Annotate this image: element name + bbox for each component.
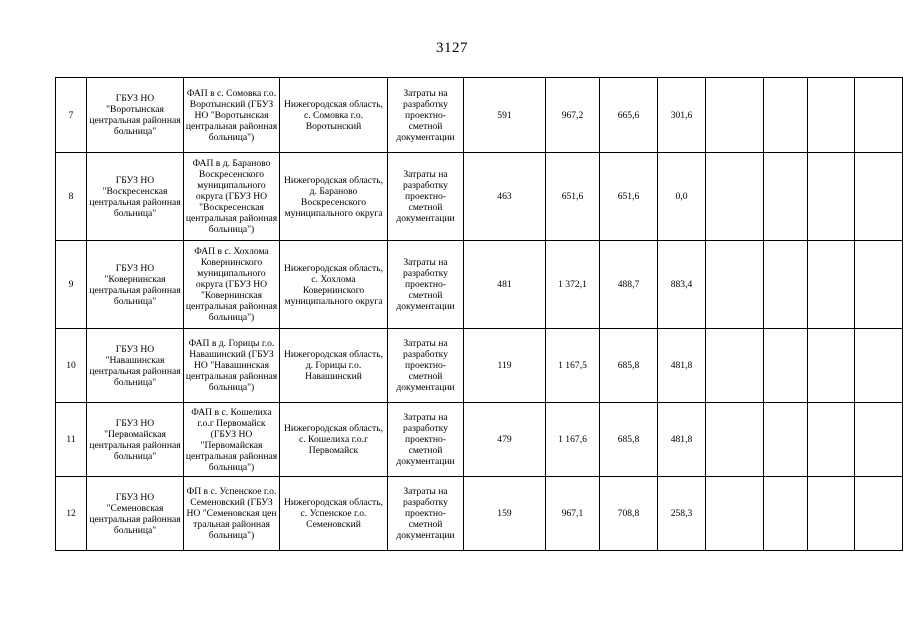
empty-cell: [764, 403, 808, 477]
table-row: [56, 477, 903, 551]
cost-type-cell: Затраты на разработку проектно-сметной документации: [388, 241, 464, 329]
table-row: [56, 78, 903, 153]
value-cell: 967,1: [546, 477, 600, 551]
cost-type-cell: Затраты на разработку проектно-сметной документации: [388, 78, 464, 153]
row-number: 7: [56, 78, 87, 153]
value-cell: 685,8: [600, 403, 658, 477]
value-cell: 488,7: [600, 241, 658, 329]
empty-cell: [808, 78, 855, 153]
empty-cell: [855, 403, 903, 477]
value-cell: 479: [464, 403, 546, 477]
object-cell: ФАП в с. Хохлома Ковернинского муниципального округа (ГБУЗ НО "Ковернинская центральная районная больница"): [184, 241, 280, 329]
empty-cell: [764, 78, 808, 153]
empty-cell: [764, 477, 808, 551]
cost-type-cell: Затраты на разработку проектно-сметной документации: [388, 403, 464, 477]
row-number: 11: [56, 403, 87, 477]
value-cell: 119: [464, 329, 546, 403]
empty-cell: [808, 403, 855, 477]
address-cell: Нижегородская область, с. Сомовка г.о. Воротынский: [280, 78, 388, 153]
value-cell: 159: [464, 477, 546, 551]
value-cell: 883,4: [658, 241, 706, 329]
institution-cell: ГБУЗ НО "Воскресенская центральная районная больница": [87, 153, 184, 241]
empty-cell: [855, 153, 903, 241]
object-cell: ФАП в д. Горицы г.о. Навашинский (ГБУЗ НО "Навашинская центральная районная больница"): [184, 329, 280, 403]
address-cell: Нижегородская область, д. Горицы г.о. Навашинский: [280, 329, 388, 403]
address-cell: Нижегородская область, с. Хохлома Ковернинского муниципального округа: [280, 241, 388, 329]
empty-cell: [764, 153, 808, 241]
empty-cell: [764, 241, 808, 329]
value-cell: 463: [464, 153, 546, 241]
cost-type-cell: Затраты на разработку проектно-сметной документации: [388, 153, 464, 241]
value-cell: 665,6: [600, 78, 658, 153]
empty-cell: [855, 241, 903, 329]
empty-cell: [764, 329, 808, 403]
value-cell: 1 167,5: [546, 329, 600, 403]
address-cell: Нижегородская область, с. Успенское г.о. Семеновский: [280, 477, 388, 551]
empty-cell: [808, 153, 855, 241]
address-cell: Нижегородская область, д. Бараново Воскресенского муниципального округа: [280, 153, 388, 241]
value-cell: 651,6: [600, 153, 658, 241]
object-cell: ФАП в с. Сомовка г.о. Воротынский (ГБУЗ НО "Воротынская центральная районная больница"): [184, 78, 280, 153]
institution-cell: ГБУЗ НО "Навашинская центральная районная больница": [87, 329, 184, 403]
value-cell: 481,8: [658, 329, 706, 403]
empty-cell: [706, 329, 764, 403]
institution-cell: ГБУЗ НО "Воротынская центральная районная больница": [87, 78, 184, 153]
value-cell: 301,6: [658, 78, 706, 153]
value-cell: 258,3: [658, 477, 706, 551]
table-row: [56, 329, 903, 403]
cost-type-cell: Затраты на разработку проектно-сметной документации: [388, 477, 464, 551]
value-cell: 1 372,1: [546, 241, 600, 329]
object-cell: ФАП в с. Кошелиха г.о.г Первомайск (ГБУЗ НО "Первомайская центральная районная больница"): [184, 403, 280, 477]
row-number: 10: [56, 329, 87, 403]
object-cell: ФП в с. Успенское г.о. Семеновский (ГБУЗ НО "Семеновская цен тральная районная больница"): [184, 477, 280, 551]
value-cell: 481: [464, 241, 546, 329]
empty-cell: [808, 477, 855, 551]
row-number: 8: [56, 153, 87, 241]
table-row: [56, 403, 903, 477]
table-row: [56, 153, 903, 241]
object-cell: ФАП в д. Бараново Воскресенского муниципального округа (ГБУЗ НО "Воскресенская центральная районная больница"): [184, 153, 280, 241]
table-row: [56, 241, 903, 329]
row-number: 12: [56, 477, 87, 551]
empty-cell: [706, 78, 764, 153]
facilities-table: [55, 77, 903, 551]
institution-cell: ГБУЗ НО "Семеновская центральная районная больница": [87, 477, 184, 551]
value-cell: 708,8: [600, 477, 658, 551]
value-cell: 481,8: [658, 403, 706, 477]
institution-cell: ГБУЗ НО "Первомайская центральная районная больница": [87, 403, 184, 477]
value-cell: 591: [464, 78, 546, 153]
value-cell: 651,6: [546, 153, 600, 241]
row-number: 9: [56, 241, 87, 329]
value-cell: 0,0: [658, 153, 706, 241]
empty-cell: [808, 329, 855, 403]
empty-cell: [706, 241, 764, 329]
value-cell: 967,2: [546, 78, 600, 153]
empty-cell: [808, 241, 855, 329]
empty-cell: [855, 329, 903, 403]
cost-type-cell: Затраты на разработку проектно-сметной документации: [388, 329, 464, 403]
value-cell: 685,8: [600, 329, 658, 403]
empty-cell: [855, 477, 903, 551]
page-number: 3127: [436, 40, 468, 56]
empty-cell: [706, 403, 764, 477]
institution-cell: ГБУЗ НО "Ковернинская центральная районная больница": [87, 241, 184, 329]
empty-cell: [706, 153, 764, 241]
empty-cell: [855, 78, 903, 153]
address-cell: Нижегородская область, с. Кошелиха г.о.г Первомайск: [280, 403, 388, 477]
empty-cell: [706, 477, 764, 551]
value-cell: 1 167,6: [546, 403, 600, 477]
